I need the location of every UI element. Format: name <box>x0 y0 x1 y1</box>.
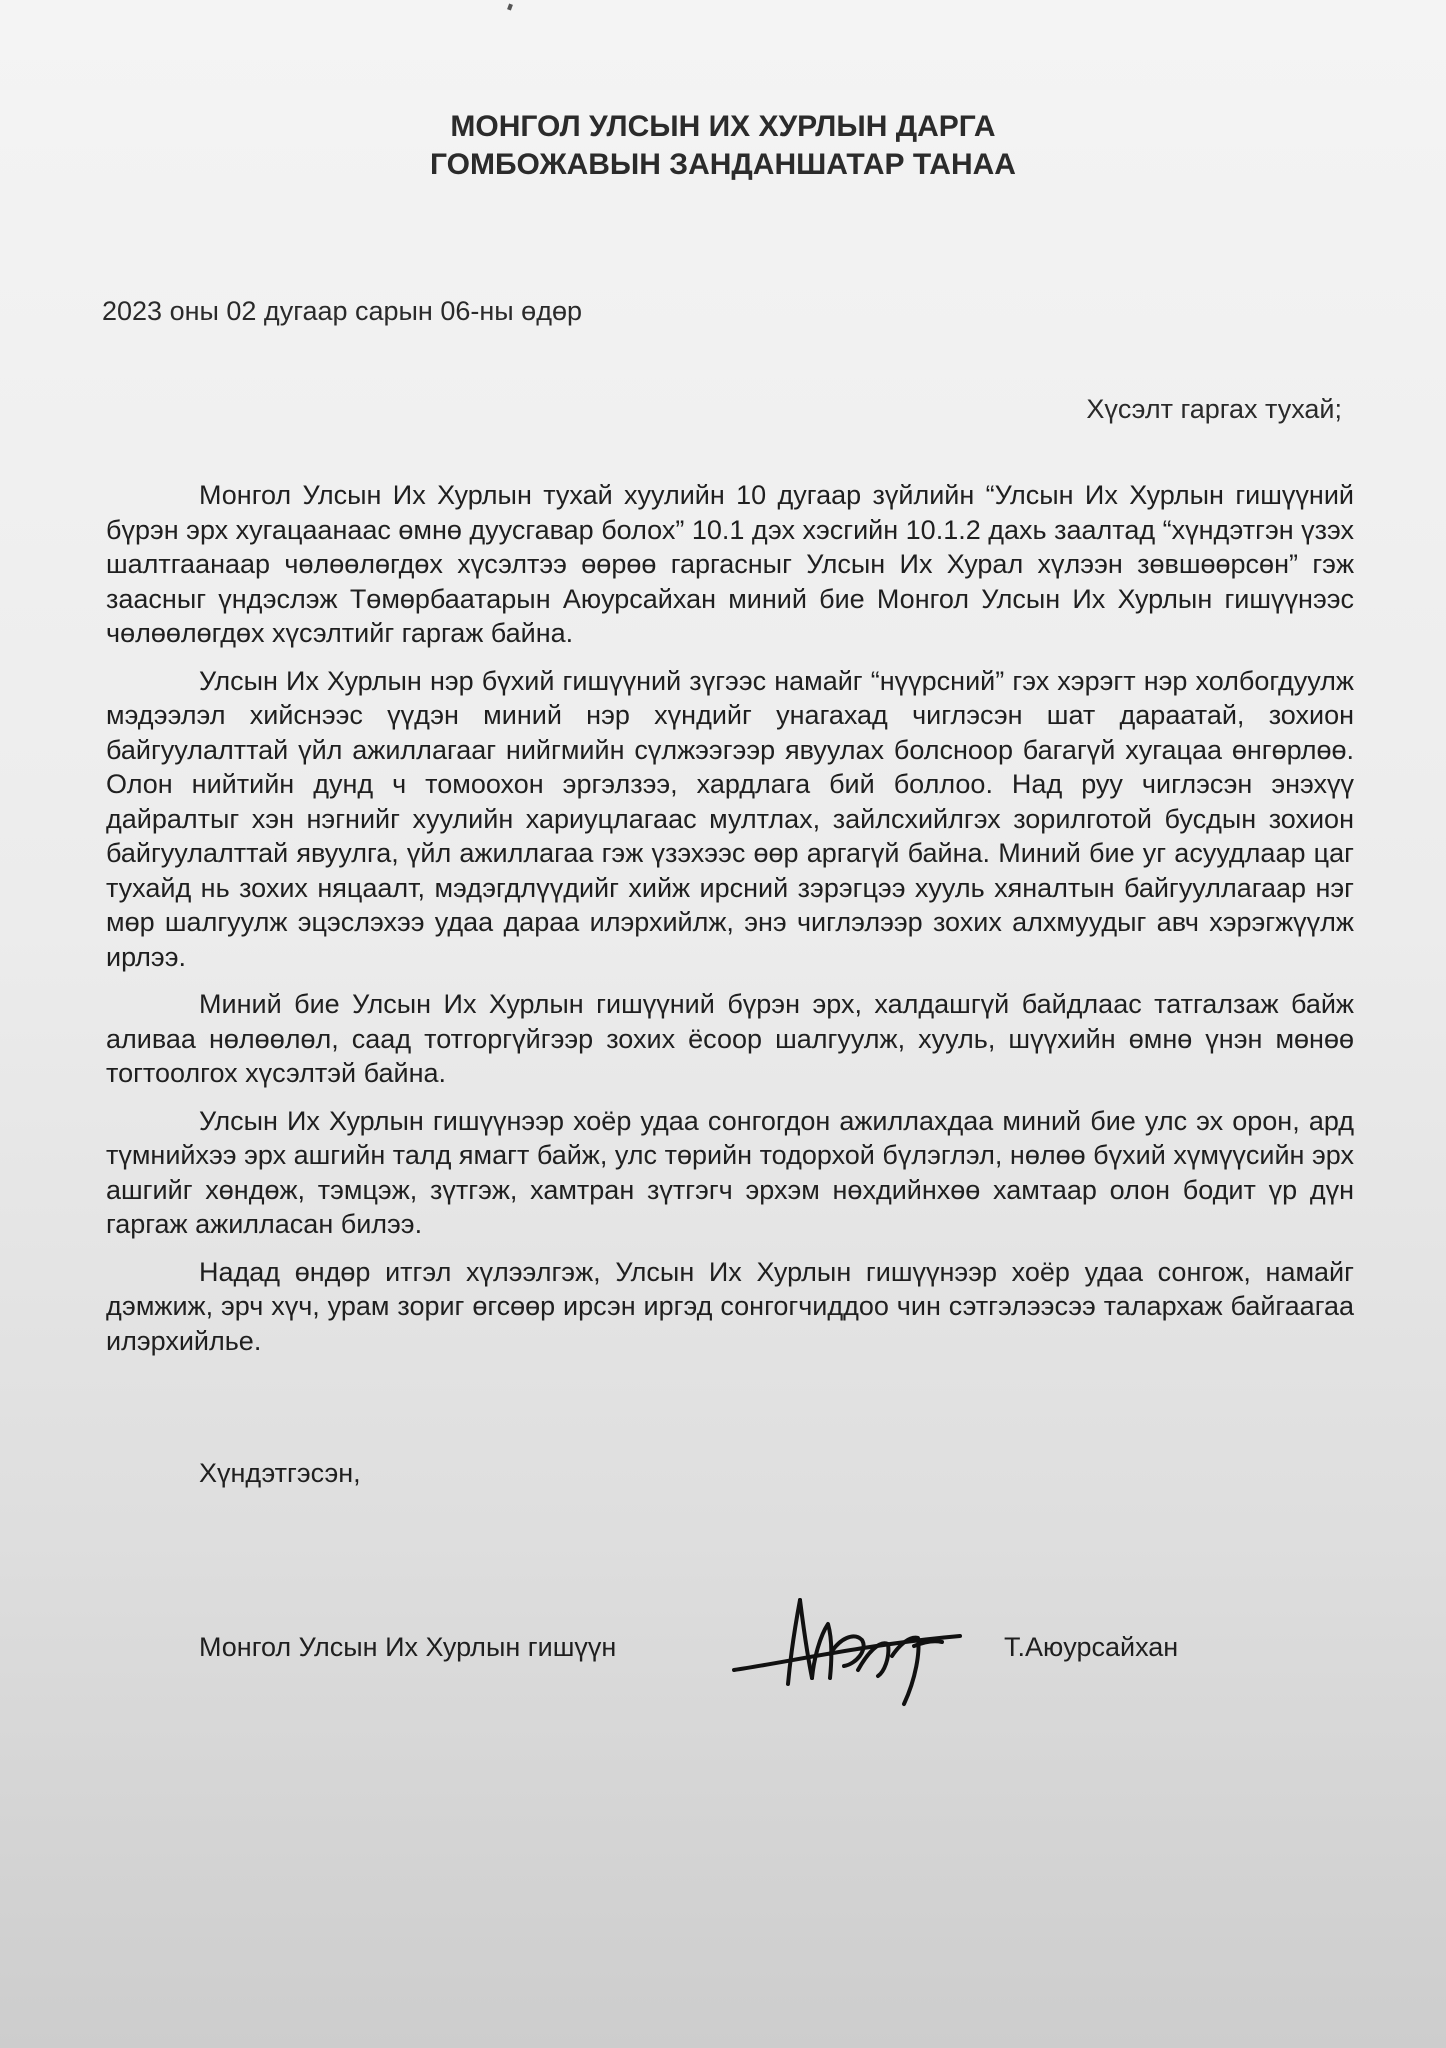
heading-line-1: МОНГОЛ УЛСЫН ИХ ХУРЛЫН ДАРГА <box>450 110 996 143</box>
signer-name: Т.Аюурсайхан <box>1004 1632 1179 1662</box>
letter-heading <box>0 108 1446 184</box>
handwritten-signature <box>728 1592 968 1712</box>
body-paragraph-2: Улсын Их Хурлын нэр бүхий гишүүний зүгээс намайг “нүүрсний” гэх хэрэгт нэр холбогдуулж мэдээлэл хийснээс үүдэн миний нэр хүндийг унагахад чиглэсэн шат дараатай, зохион байгуулалттай үйл ажиллагааг нийгмийн сүлжээгээр явуулах болсноор багагүй хугацаа өнгөрлөө. Олон нийтийн дунд ч томоохон эргэлзээ, хардлага бий боллоо. Над руу чиглэсэн энэхүү дайралтыг хэн нэгнийг хуулийн хариуцлагаас мултлах, зайлсхийлгэх зорилготой бусдын зохион байгуулалттай явуулга, үйл ажиллагаа гэж үзэхээс өөр аргагүй байна. Миний бие уг асуудлаар цаг тухайд нь зохих няцаалт, мэдэгдлүүдийг хийж ирсний зэрэгцээ хууль хяналтын байгууллагаар нэг мөр шалгуулж эцэслэхээ удаа дараа илэрхийлж, энэ чиглэлээр зохих алхмуудыг авч хэрэгжүүлж ирлээ. <box>106 665 1354 972</box>
body-paragraph-1: Монгол Улсын Их Хурлын тухай хуулийн 10 дугаар зүйлийн “Улсын Их Хурлын гишүүний бүрэн эрх хугацаанаас өмнө дуусгавар болох” 10.1 дэх хэсгийн 10.1.2 дахь заалтад “хүндэтгэн үзэх шалтгаанаар чөлөөлөгдөх хүсэлтээ өөрөө гаргасныг Улсын Их Хурал хүлээн зөвшөөрсөн” гэж заасныг үндэслэж Төмөрбаатарын Аюурсайхан миний бие Монгол Улсын Их Хурлын гишүүнээс чөлөөлөгдөх хүсэлтийг гаргаж байна. <box>106 480 1354 648</box>
body-paragraph-5: Надад өндөр итгэл хүлээлгэж, Улсын Их Хурлын гишүүнээр хоёр удаа сонгож, намайг дэмжиж, эрч хүч, урам зориг өгсөөр ирсэн иргэд сонгогчиддоо чин сэтгэлээсээ талархаж байгаагаа илэрхийлье. <box>106 1256 1354 1356</box>
signer-title: Монгол Улсын Их Хурлын гишүүн <box>199 1632 617 1662</box>
letter-body <box>106 478 1354 1371</box>
letter-date: 2023 оны 02 дугаар сарын 06-ны өдөр <box>102 296 582 326</box>
closing-salutation: Хүндэтгэсэн, <box>199 1458 361 1488</box>
heading-line-2: ГОМБОЖАВЫН ЗАНДАНШАТАР ТАНАА <box>430 148 1016 181</box>
paper-speck <box>507 3 513 10</box>
letter-subject: Хүсэлт гаргах тухай; <box>1086 394 1342 424</box>
body-paragraph-3: Миний бие Улсын Их Хурлын гишүүний бүрэн эрх, халдашгүй байдлаас татгалзаж байж аливаа нөлөөлөл, саад тотгоргүйгээр зохих ёсоор шалгуулж, хууль, шүүхийн өмнө үнэн мөнөө тогтоолгох хүсэлтэй байна. <box>106 989 1354 1088</box>
body-paragraph-4: Улсын Их Хурлын гишүүнээр хоёр удаа сонгогдон ажиллахдаа миний бие улс эх орон, ард түмнийхээ эрх ашгийн талд ямагт байж, улс төрийн тодорхой бүлэглэл, нөлөө бүхий хүмүүсийн эрх ашгийг хөндөж, тэмцэж, зүтгэж, хамтран зүтгэгч эрхэм нөхдийнхөө хамтаар олон бодит үр дүн гаргаж ажилласан билээ. <box>106 1105 1354 1239</box>
